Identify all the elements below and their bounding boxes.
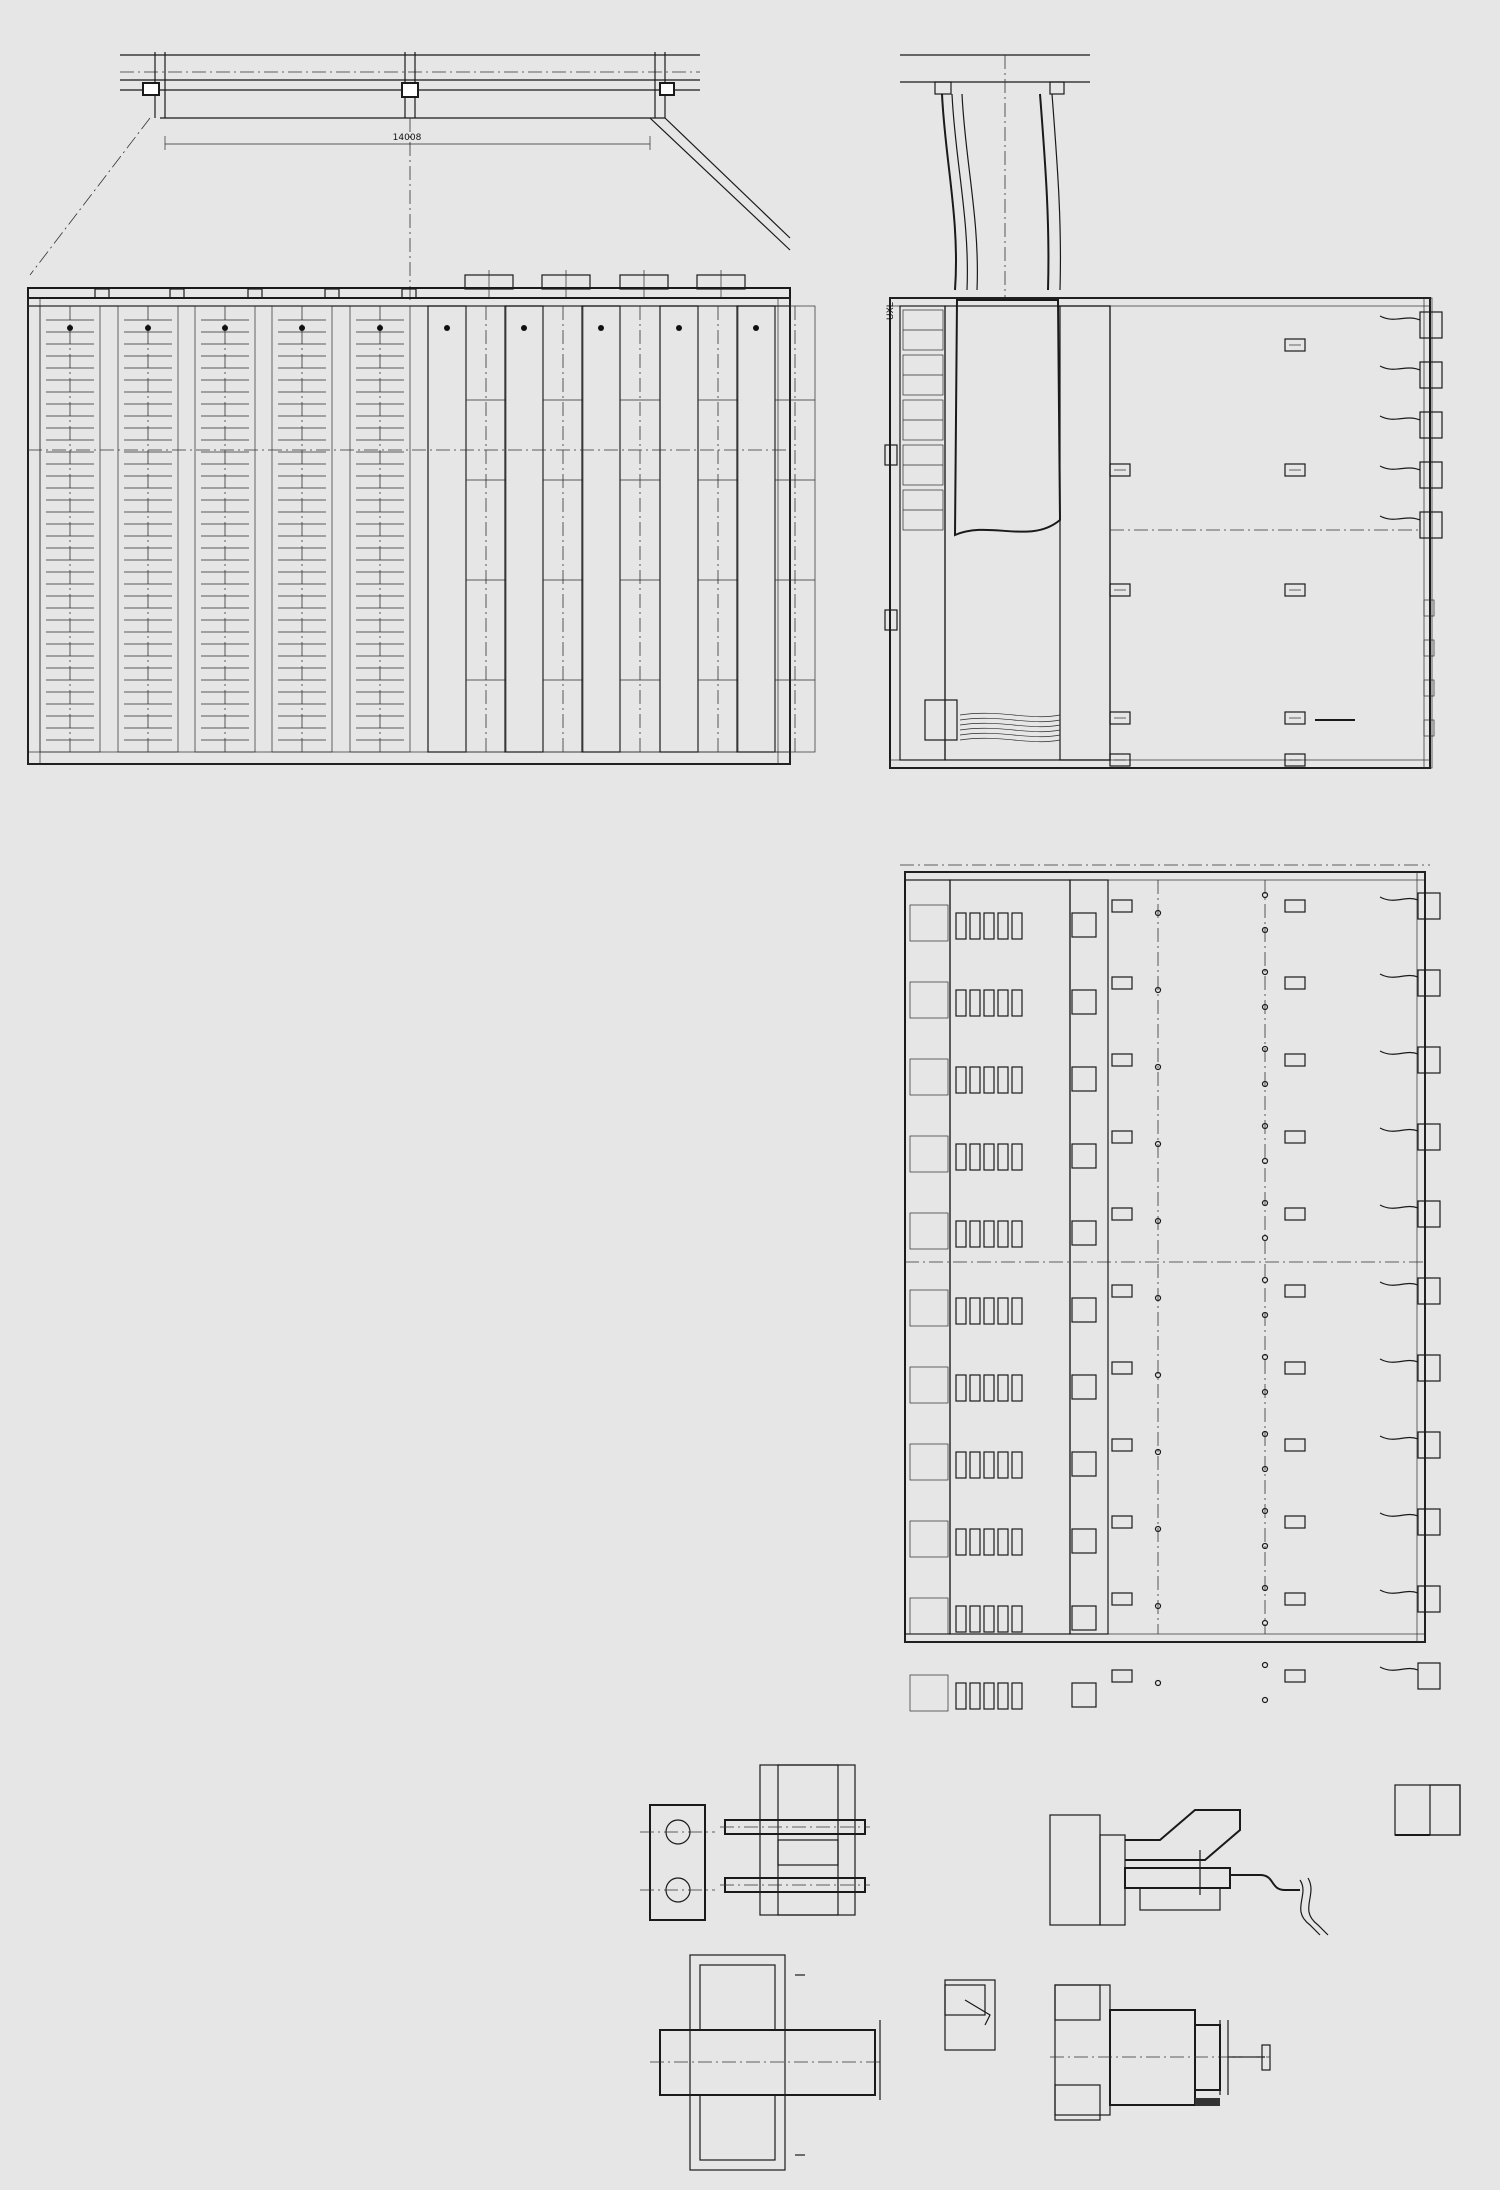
inspection-window — [1072, 990, 1096, 1014]
burner-hose — [1380, 1359, 1418, 1362]
burner-housing — [1418, 1201, 1440, 1227]
support-marker — [1285, 1362, 1305, 1374]
grid-window — [998, 1683, 1008, 1709]
column-node — [145, 325, 151, 331]
grid-window — [984, 1144, 994, 1170]
grid-window — [984, 1683, 994, 1709]
grid-window — [970, 1375, 980, 1401]
burner-hose — [1380, 1590, 1418, 1593]
axis-node — [1263, 1278, 1268, 1283]
grid-window — [984, 1067, 994, 1093]
burner-hose — [1380, 516, 1420, 520]
grid-window — [970, 1067, 980, 1093]
support-marker — [1112, 1208, 1132, 1220]
grid-window — [998, 1606, 1008, 1632]
inspection-window — [1072, 913, 1096, 937]
burner-housing — [1418, 1278, 1440, 1304]
wave-line — [960, 718, 1060, 721]
channel-node — [753, 325, 759, 331]
top-right-view — [885, 55, 1442, 768]
grid-window — [956, 1221, 966, 1247]
middle-right-view — [900, 865, 1440, 1711]
grid-window — [956, 1375, 966, 1401]
grid-window — [1012, 913, 1022, 939]
dimension-label: 14008 — [392, 133, 422, 143]
grid-window — [956, 1144, 966, 1170]
wave-line — [960, 733, 1060, 736]
burner-hose — [1380, 897, 1418, 900]
top-plate-box — [170, 289, 184, 298]
detail-views — [640, 1765, 1460, 2170]
refractory-column — [737, 306, 775, 752]
grid-window — [1012, 1067, 1022, 1093]
step-box — [910, 1367, 948, 1403]
support-marker — [1285, 1285, 1305, 1297]
grid-window — [998, 1375, 1008, 1401]
grid-window — [984, 1221, 994, 1247]
grid-window — [970, 1298, 980, 1324]
inspection-window — [1072, 1683, 1096, 1707]
grid-window — [970, 1529, 980, 1555]
grid-window — [1012, 1298, 1022, 1324]
axis-node — [1263, 1698, 1268, 1703]
channel-node — [676, 325, 682, 331]
grid-window — [984, 1606, 994, 1632]
burner-housing — [1418, 1663, 1440, 1689]
burner-housing — [1418, 970, 1440, 996]
inspection-window — [1072, 1221, 1096, 1245]
grid-window — [956, 990, 966, 1016]
support-marker — [1285, 1593, 1305, 1605]
step-box — [910, 1059, 948, 1095]
grid-window — [1012, 1529, 1022, 1555]
support-marker — [1285, 1131, 1305, 1143]
axis-node — [1263, 1236, 1268, 1241]
inspection-window — [1072, 1529, 1096, 1553]
grid-window — [1012, 1144, 1022, 1170]
column-node — [377, 325, 383, 331]
burner-hose — [1380, 1282, 1418, 1285]
grid-window — [956, 1298, 966, 1324]
support-marker — [1112, 1670, 1132, 1682]
support-marker — [1285, 977, 1305, 989]
channel-node — [521, 325, 527, 331]
grid-window — [1012, 1452, 1022, 1478]
grid-window — [956, 913, 966, 939]
support-marker — [1285, 900, 1305, 912]
support-marker — [1285, 1208, 1305, 1220]
support-marker — [1285, 1439, 1305, 1451]
top-plate-box — [95, 289, 109, 298]
support-marker — [1112, 900, 1132, 912]
grid-window — [1012, 1606, 1022, 1632]
grid-window — [970, 1144, 980, 1170]
top-plate-box — [248, 289, 262, 298]
grid-window — [956, 1683, 966, 1709]
axis-node — [1156, 1681, 1161, 1686]
step-box — [910, 1213, 948, 1249]
grid-window — [956, 1606, 966, 1632]
support-marker — [1112, 977, 1132, 989]
burner-housing — [1418, 1432, 1440, 1458]
detail-flange — [640, 1805, 715, 1920]
grid-window — [998, 1452, 1008, 1478]
inspection-window — [1072, 1067, 1096, 1091]
bottom-box — [925, 700, 957, 740]
step-box — [910, 982, 948, 1018]
grid-window — [984, 1529, 994, 1555]
top-plate-box — [402, 289, 416, 298]
refractory-column — [582, 306, 620, 752]
detail-pipe-wall — [650, 1955, 880, 2170]
burner-housing — [1418, 893, 1440, 919]
detail-burner-upper — [1050, 1810, 1328, 1935]
step-box — [910, 905, 948, 941]
inspection-window — [1072, 1298, 1096, 1322]
refractory-column — [428, 306, 466, 752]
grid-window — [1012, 1683, 1022, 1709]
column-node — [67, 325, 73, 331]
column-node — [222, 325, 228, 331]
burner-hose — [1380, 1128, 1418, 1131]
grid-window — [970, 1221, 980, 1247]
burner-hose — [1380, 416, 1420, 420]
wave-line — [960, 723, 1060, 726]
wave-line — [960, 738, 1060, 741]
step-box — [910, 1675, 948, 1711]
inspection-window — [1072, 1452, 1096, 1476]
channel-node — [444, 325, 450, 331]
detail-tube-wall — [720, 1765, 870, 1915]
support-marker — [1285, 1516, 1305, 1528]
burner-hose — [1380, 1667, 1418, 1670]
step-box — [910, 1290, 948, 1326]
step-box — [910, 1136, 948, 1172]
grid-window — [998, 913, 1008, 939]
support-marker — [1112, 1285, 1132, 1297]
grid-window — [998, 1067, 1008, 1093]
burner-hose — [1380, 1205, 1418, 1208]
grid-window — [984, 990, 994, 1016]
detail-corner-right — [1395, 1785, 1460, 1835]
grid-window — [970, 1683, 980, 1709]
top-plate-box — [325, 289, 339, 298]
grid-window — [998, 1529, 1008, 1555]
grid-window — [1012, 990, 1022, 1016]
support-marker — [1112, 1439, 1132, 1451]
burner-hose — [1380, 466, 1420, 470]
channel-node — [598, 325, 604, 331]
grid-window — [1012, 1375, 1022, 1401]
grid-window — [998, 1221, 1008, 1247]
grid-window — [998, 990, 1008, 1016]
wave-line — [960, 728, 1060, 731]
burner-hose — [1380, 316, 1420, 320]
grid-window — [970, 913, 980, 939]
support-marker — [1112, 1516, 1132, 1528]
support-marker — [1285, 1054, 1305, 1066]
wave-line — [960, 713, 1060, 716]
burner-housing — [1418, 1124, 1440, 1150]
grid-window — [956, 1529, 966, 1555]
inspection-window — [1072, 1606, 1096, 1630]
support-marker — [1112, 1362, 1132, 1374]
grid-window — [984, 1375, 994, 1401]
grid-window — [984, 1452, 994, 1478]
grid-window — [998, 1298, 1008, 1324]
refractory-column — [505, 306, 543, 752]
support-marker — [1285, 1670, 1305, 1682]
grid-window — [970, 1452, 980, 1478]
burner-housing — [1418, 1355, 1440, 1381]
burner-hose — [1380, 1436, 1418, 1439]
grid-window — [984, 913, 994, 939]
detail-burner-lower — [1050, 1985, 1270, 2120]
side-label: UXL — [886, 302, 896, 320]
grid-window — [1012, 1221, 1022, 1247]
top-left-view — [28, 52, 815, 764]
grid-window — [984, 1298, 994, 1324]
refractory-column — [660, 306, 698, 752]
burner-housing — [1418, 1047, 1440, 1073]
burner-hose — [1380, 366, 1420, 370]
detail-corner-bracket — [945, 1980, 995, 2050]
grid-window — [956, 1452, 966, 1478]
support-marker — [1112, 1054, 1132, 1066]
support-marker — [1112, 1593, 1132, 1605]
burner-housing — [1418, 1586, 1440, 1612]
burner-hose — [1380, 974, 1418, 977]
column-node — [299, 325, 305, 331]
grid-window — [970, 1606, 980, 1632]
burner-hose — [1380, 1513, 1418, 1516]
step-box — [910, 1521, 948, 1557]
axis-node — [1263, 1663, 1268, 1668]
grid-window — [970, 990, 980, 1016]
grid-window — [998, 1144, 1008, 1170]
step-box — [910, 1444, 948, 1480]
burner-housing — [1418, 1509, 1440, 1535]
step-box — [910, 1598, 948, 1634]
inspection-window — [1072, 1144, 1096, 1168]
inspection-window — [1072, 1375, 1096, 1399]
burner-hose — [1380, 1051, 1418, 1054]
support-marker — [1112, 1131, 1132, 1143]
grid-window — [956, 1067, 966, 1093]
